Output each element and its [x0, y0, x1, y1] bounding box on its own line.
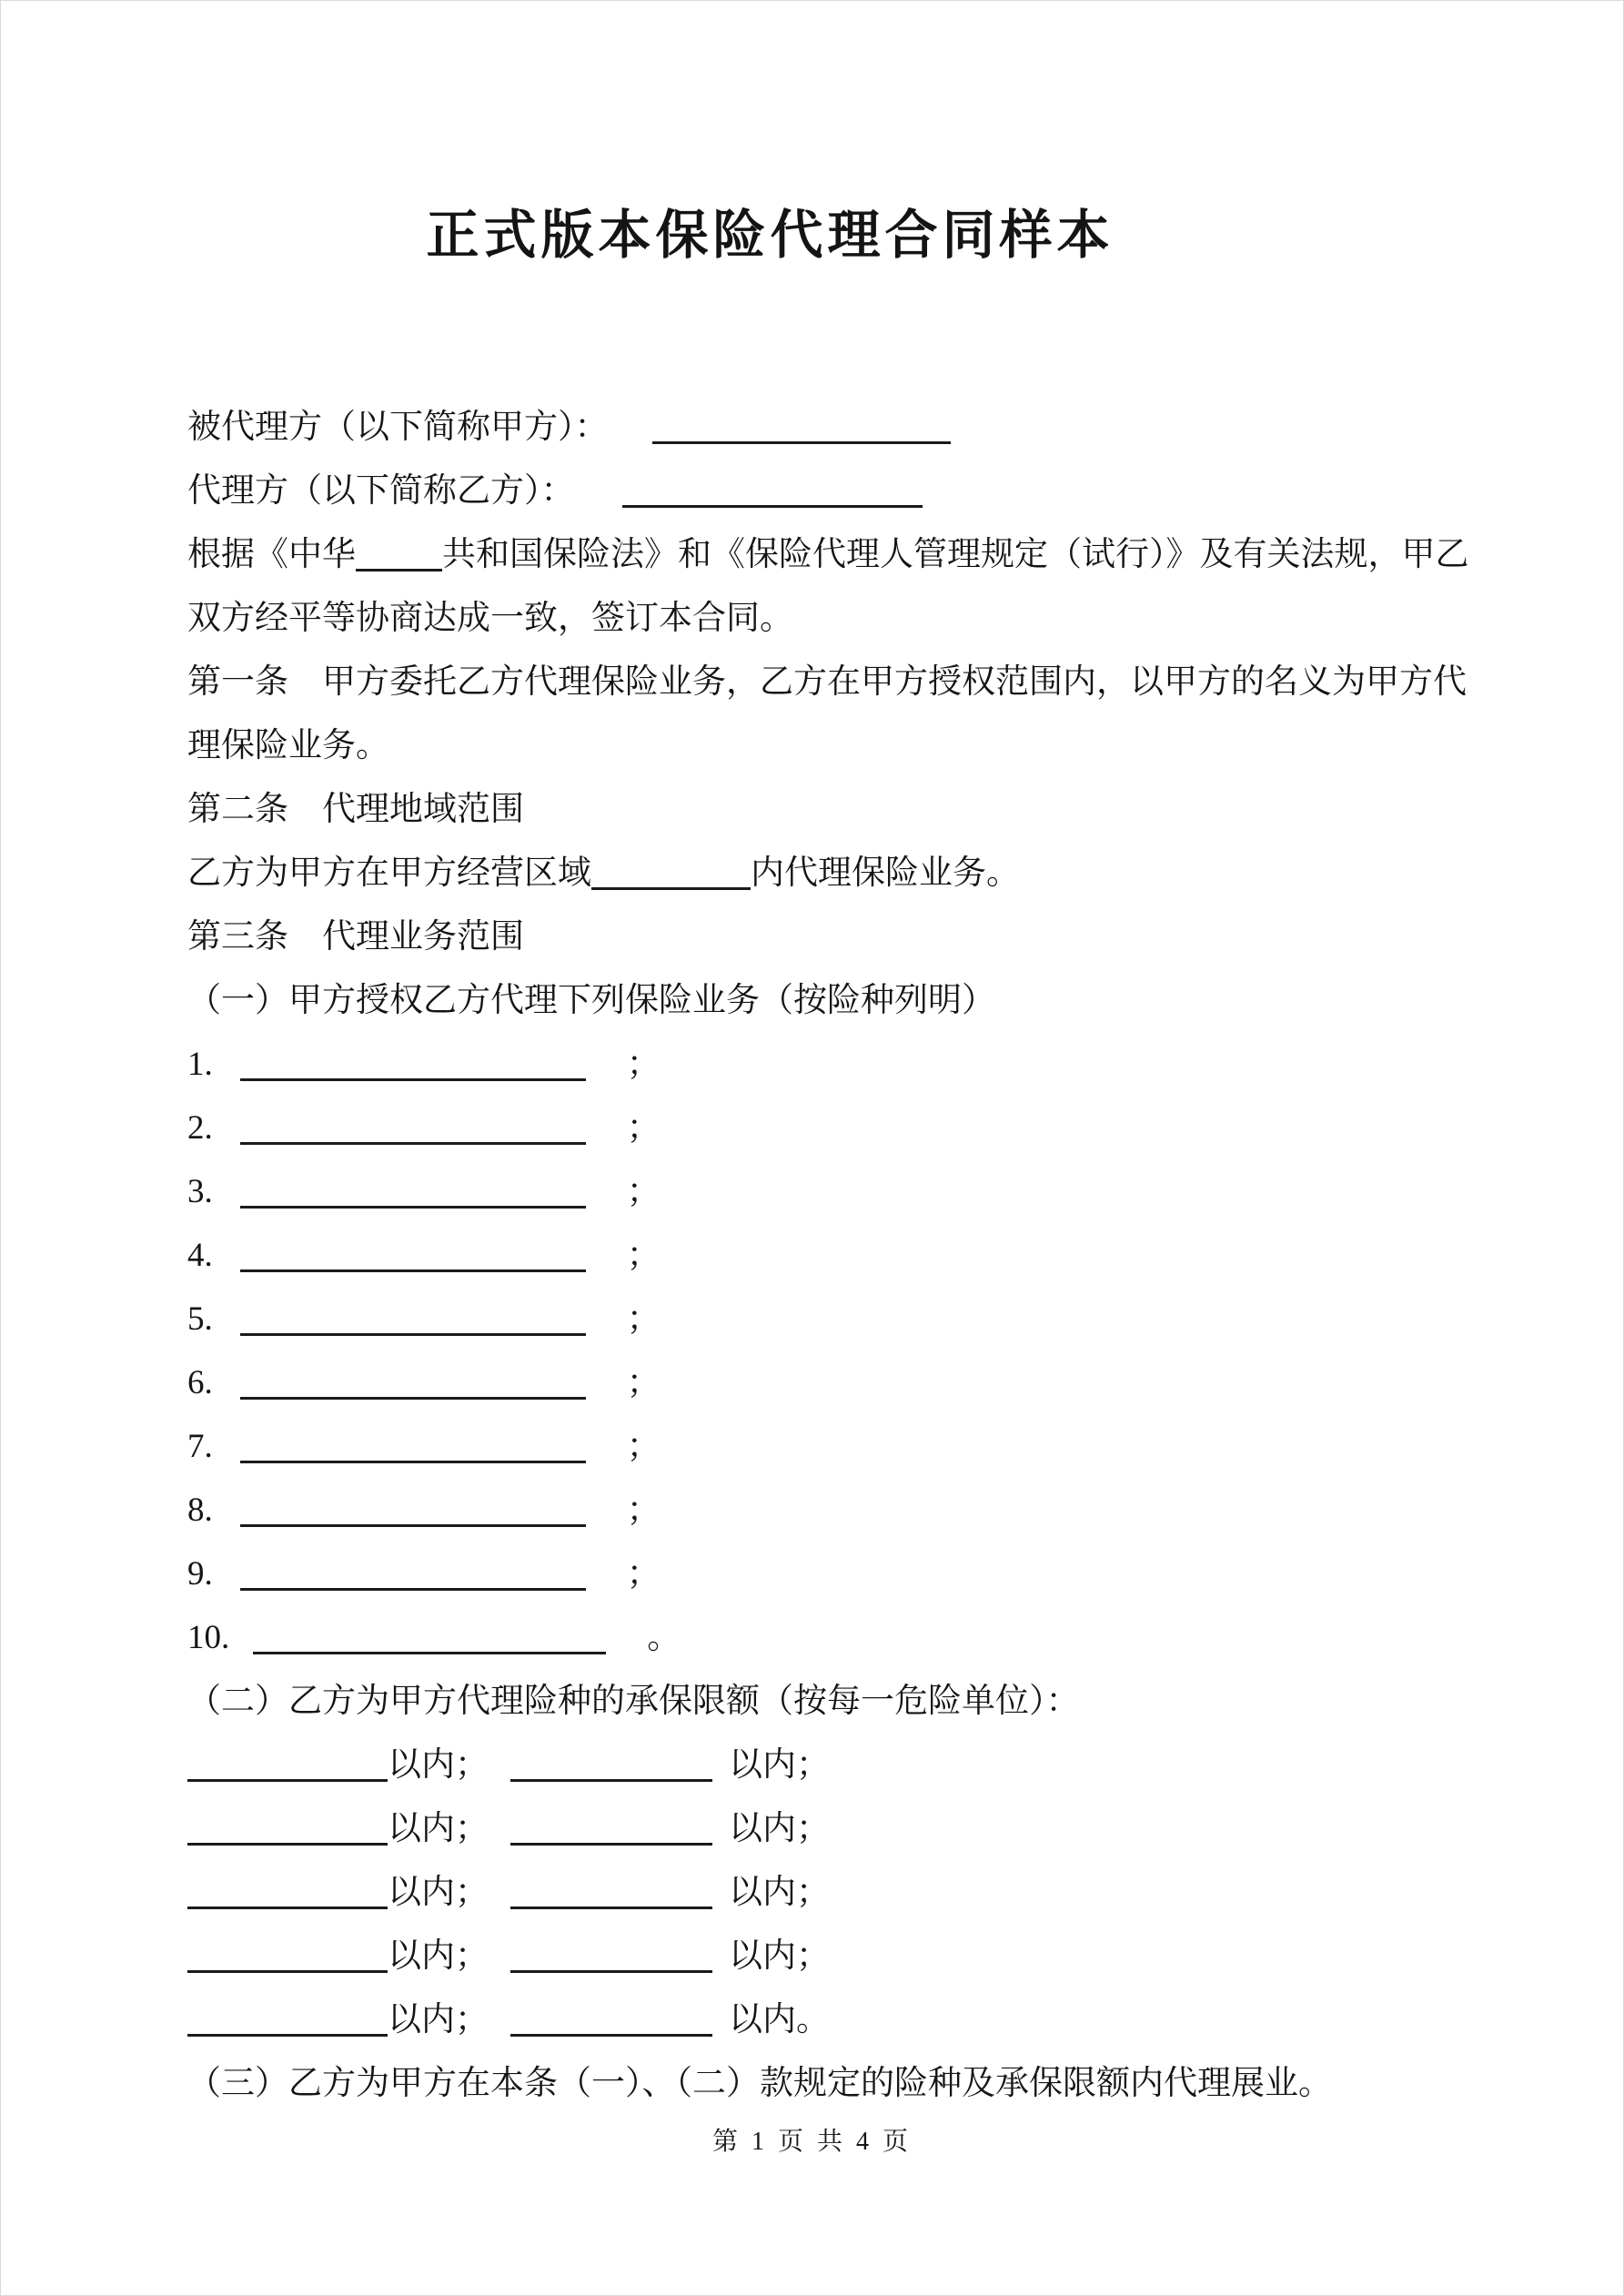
blank-field	[187, 1970, 388, 1973]
document-title: 正式版本保险代理合同样本	[426, 206, 1115, 265]
line-text: 10.	[187, 1619, 230, 1656]
blank-field	[187, 1779, 388, 1782]
line-text: ；	[626, 1364, 661, 1401]
spacer	[586, 1583, 627, 1584]
line-text: 5.	[187, 1300, 213, 1338]
document-line	[187, 2052, 1479, 2116]
document-line	[187, 1415, 1479, 1479]
line-text: 共和国保险法》和《保险代理人管理规定（试行）》及有关法规，甲乙	[442, 536, 1469, 573]
document-line	[187, 1988, 1479, 2052]
blank-field	[652, 441, 951, 444]
document-line	[187, 905, 1479, 969]
blank-field	[240, 1461, 586, 1463]
line-text: 理保险业务。	[187, 727, 389, 764]
document-line	[187, 1288, 1479, 1351]
line-text: 以内；	[388, 1874, 489, 1911]
spacer	[586, 1520, 627, 1521]
document-line	[187, 1224, 1479, 1288]
document-body	[187, 396, 1479, 2116]
document-line	[187, 1097, 1479, 1160]
document-line	[187, 1542, 1479, 1606]
line-text: 以内；	[388, 2001, 489, 2038]
spacer	[609, 437, 652, 438]
line-text: 第三条 代理业务范围	[187, 918, 524, 956]
document-line	[187, 1606, 1479, 1670]
spacer	[489, 2029, 510, 2030]
spacer	[712, 1966, 729, 1967]
blank-field	[253, 1652, 606, 1654]
line-text: 2.	[187, 1109, 213, 1147]
spacer	[586, 1456, 627, 1457]
spacer	[489, 1902, 510, 1903]
line-text: 以内；	[729, 1810, 830, 1847]
line-text: 7.	[187, 1428, 213, 1465]
spacer	[586, 1265, 627, 1266]
blank-field	[240, 1206, 586, 1209]
line-text: 1.	[187, 1046, 213, 1083]
page-number-footer: 第 1 页 共 4 页	[711, 2128, 912, 2156]
document-line	[187, 1670, 1479, 1734]
line-text: 6.	[187, 1364, 213, 1401]
line-text: 被代理方（以下简称甲方）：	[187, 409, 609, 446]
line-text: 以内；	[729, 1937, 830, 1975]
blank-field	[187, 2034, 388, 2037]
spacer	[213, 1265, 240, 1266]
line-text: 内代理保险业务。	[751, 855, 1020, 892]
spacer	[712, 1902, 729, 1903]
spacer	[213, 1201, 240, 1202]
blank-field	[240, 1142, 586, 1145]
line-text: 4.	[187, 1237, 213, 1274]
line-text: 以内；	[388, 1746, 489, 1784]
blank-field	[240, 1588, 586, 1591]
spacer	[489, 1838, 510, 1839]
blank-field	[591, 887, 751, 890]
blank-field	[510, 1843, 712, 1846]
line-text: ；	[626, 1300, 661, 1338]
blank-field	[622, 505, 923, 508]
spacer	[213, 1456, 240, 1457]
line-text: ；	[626, 1046, 661, 1083]
spacer	[712, 1838, 729, 1839]
blank-field	[240, 1397, 586, 1400]
document-line	[187, 1160, 1479, 1224]
line-text: 以内；	[729, 1874, 830, 1911]
line-text: 乙方为甲方在甲方经营区域	[187, 855, 591, 892]
document-line	[187, 1925, 1479, 1988]
blank-field	[510, 1907, 712, 1909]
document-line	[187, 587, 1479, 651]
document-line	[187, 523, 1479, 587]
blank-field	[510, 1779, 712, 1782]
spacer	[586, 1201, 627, 1202]
blank-field	[240, 1269, 586, 1272]
blank-field	[187, 1843, 388, 1846]
blank-field	[240, 1078, 586, 1081]
line-text: 3.	[187, 1173, 213, 1210]
document-line	[187, 1797, 1479, 1861]
document-line	[187, 969, 1479, 1033]
spacer	[213, 1392, 240, 1393]
document-line	[187, 1861, 1479, 1925]
document-line	[187, 714, 1479, 778]
blank-field	[187, 1907, 388, 1909]
document-line	[187, 1479, 1479, 1542]
spacer	[229, 1647, 253, 1648]
blank-field	[240, 1524, 586, 1527]
line-text: 双方经平等协商达成一致，签订本合同。	[187, 600, 793, 637]
line-text: ；	[626, 1109, 661, 1147]
blank-field	[510, 2034, 712, 2037]
blank-field	[240, 1333, 586, 1336]
spacer	[213, 1520, 240, 1521]
line-text: 以内。	[729, 2001, 830, 2038]
line-text: （一）甲方授权乙方代理下列保险业务（按险种列明）	[187, 982, 995, 1019]
spacer	[213, 1329, 240, 1330]
spacer	[213, 1583, 240, 1584]
line-text: 以内；	[729, 1746, 830, 1784]
line-text: 根据《中华	[187, 536, 356, 573]
line-text: 代理方（以下简称乙方）：	[187, 472, 575, 510]
spacer	[586, 1329, 627, 1330]
line-text: 第一条 甲方委托乙方代理保险业务，乙方在甲方授权范围内，以甲方的名义为甲方代	[187, 663, 1467, 701]
document-line	[187, 460, 1479, 523]
blank-field	[356, 569, 442, 571]
document-line	[187, 396, 1479, 460]
blank-field	[510, 1970, 712, 1973]
document-line	[187, 1351, 1479, 1415]
spacer	[586, 1074, 627, 1075]
line-text: （三）乙方为甲方在本条（一）、（二）款规定的险种及承保限额内代理展业。	[187, 2065, 1332, 2102]
spacer	[712, 2029, 729, 2030]
spacer	[586, 1392, 627, 1393]
line-text: 以内；	[388, 1937, 489, 1975]
line-text: ；	[626, 1173, 661, 1210]
document-line	[187, 651, 1479, 714]
line-text: ；	[626, 1492, 661, 1529]
line-text: 以内；	[388, 1810, 489, 1847]
line-text: ；	[626, 1428, 661, 1465]
document-line	[187, 1734, 1479, 1797]
document-line	[187, 778, 1479, 842]
spacer	[213, 1074, 240, 1075]
document-line	[187, 842, 1479, 905]
line-text: 。	[647, 1619, 681, 1656]
line-text: ；	[626, 1237, 661, 1274]
line-text: （二）乙方为甲方代理险种的承保限额（按每一危险单位）：	[187, 1683, 1080, 1720]
line-text: 9.	[187, 1555, 213, 1593]
spacer	[489, 1966, 510, 1967]
document-line	[187, 1033, 1479, 1097]
spacer	[606, 1647, 647, 1648]
line-text: 第二条 代理地域范围	[187, 791, 524, 828]
line-text: 8.	[187, 1492, 213, 1529]
line-text: ；	[626, 1555, 661, 1593]
